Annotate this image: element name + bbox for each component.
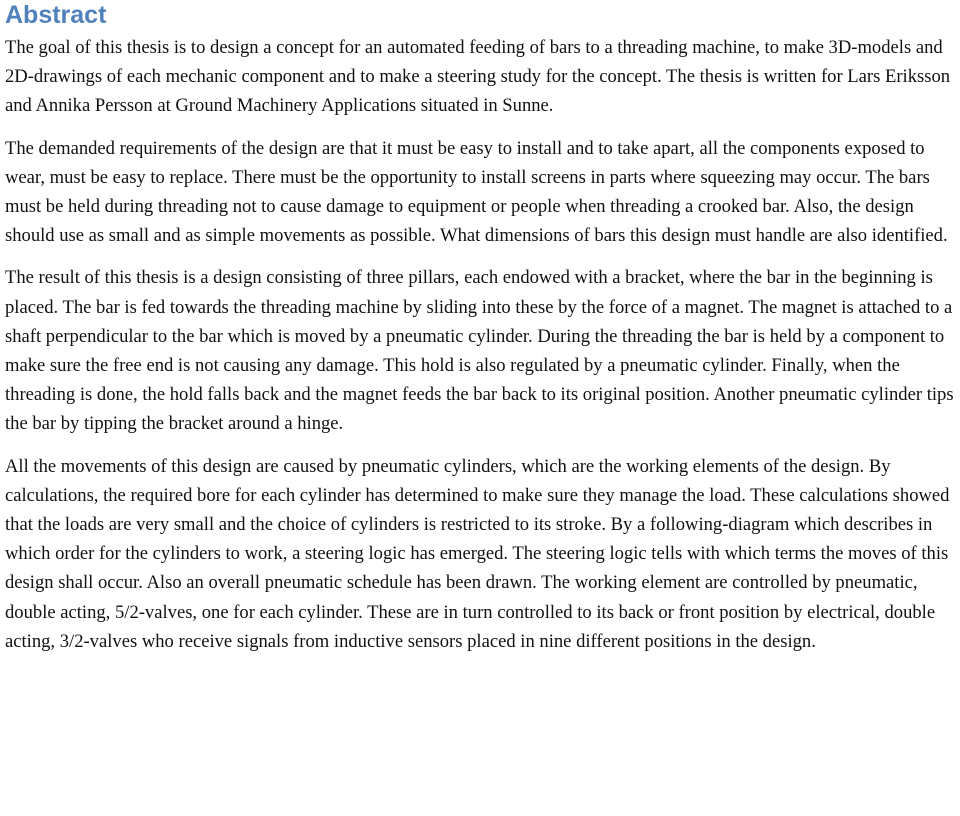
abstract-paragraph-result: The result of this thesis is a design consisting of three pillars, each endowed with a bracket, where the bar in the beginning is placed. The bar is fed towards the threading machine by sliding into these by the force of a magnet. The magnet is attached to a shaft perpendicular to the bar which is moved by a pneumatic cylinder. During the threading the bar is held by a component to make sure the free end is not causing any damage. This hold is also regulated by a pneumatic cylinder. Finally, when the threading is done, the hold falls back and the magnet feeds the bar back to its original position. Another pneumatic cylinder tips the bar by tipping the bracket around a hinge. xyxy=(5,267,954,435)
abstract-page xyxy=(5,0,957,656)
abstract-paragraph-requirements: The demanded requirements of the design are that it must be easy to install and to take apart, all the components exposed to wear, must be easy to replace. There must be the opportunity to install screens in parts where squeezing may occur. The bars must be held during threading not to cause damage to equipment or people when threading a crooked bar. Also, the design should use as small and as simple movements as possible. What dimensions of bars this design must handle are also identified. xyxy=(5,137,948,247)
abstract-heading: Abstract xyxy=(5,1,107,29)
abstract-paragraph-goal: The goal of this thesis is to design a concept for an automated feeding of bars to a threading machine, to make 3D-models and 2D-drawings of each mechanic component and to make a steering study for the concept. The thesis is written for Lars Eriksson and Annika Persson at Ground Machinery Applications situated in Sunne. xyxy=(5,37,951,117)
abstract-paragraph-movements: All the movements of this design are caused by pneumatic cylinders, which are the working elements of the design. By calculations, the required bore for each cylinder has determined to make sure they manage the load. These calculations showed that the loads are very small and the choice of cylinders is restricted to its stroke. By a following-diagram which describes in which order for the cylinders to work, a steering logic has emerged. The steering logic tells with which terms the moves of this design shall occur. Also an overall pneumatic schedule has been drawn. The working element are controlled by pneumatic, double acting, 5/2-valves, one for each cylinder. These are in turn controlled to its back or front position by electrical, double acting, 3/2-valves who receive signals from inductive sensors placed in nine different positions in the design. xyxy=(5,455,950,652)
